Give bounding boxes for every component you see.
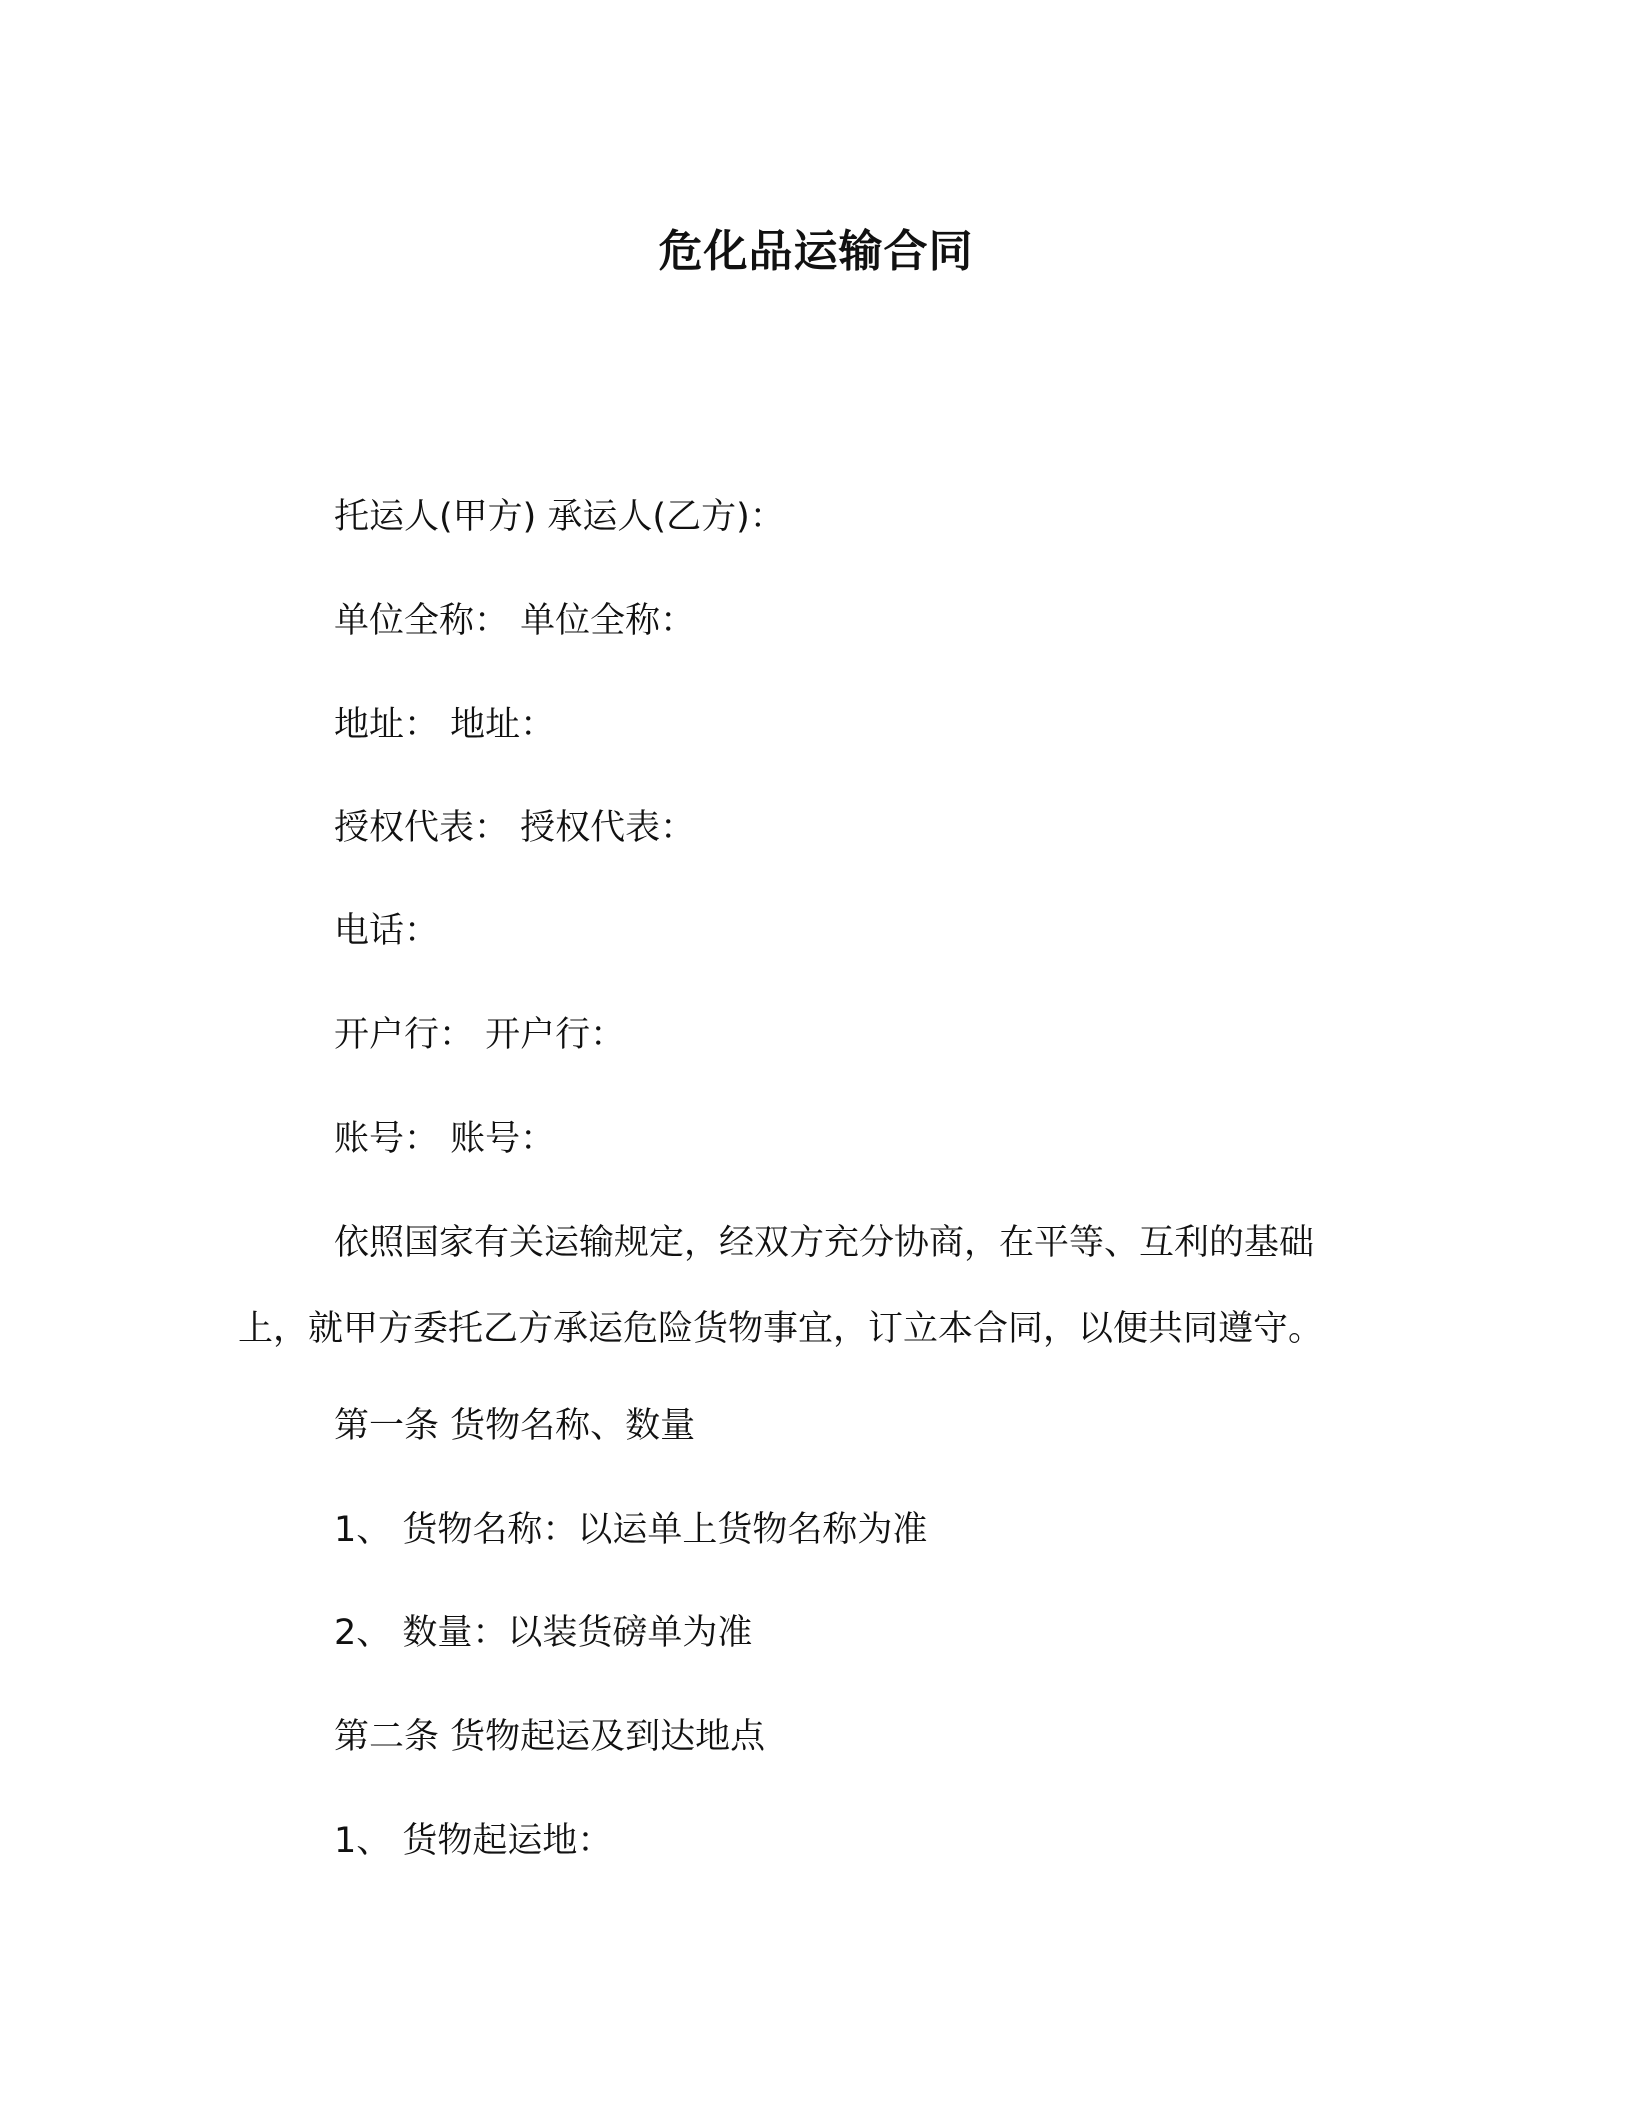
party-header-line: 托运人(甲方) 承运人(乙方)： <box>334 497 785 537</box>
document-title: 危化品运输合同 <box>658 226 974 277</box>
clause-1-item-2: 2、 数量：以装货磅单为准 <box>334 1613 753 1653</box>
bank-line: 开户行： 开户行： <box>334 1015 626 1055</box>
clause-2-heading: 第二条 货物起运及到达地点 <box>334 1717 766 1757</box>
company-name-line: 单位全称： 单位全称： <box>334 601 696 641</box>
account-line: 账号： 账号： <box>334 1119 556 1159</box>
clause-1-item-1: 1、 货物名称：以运单上货物名称为准 <box>334 1510 928 1550</box>
intro-paragraph-line-2: 上，就甲方委托乙方承运危险货物事宜，订立本合同，以便共同遵守。 <box>238 1309 1324 1349</box>
clause-2-item-1: 1、 货物起运地： <box>334 1821 613 1861</box>
address-line: 地址： 地址： <box>334 705 556 745</box>
intro-paragraph-line-1: 依照国家有关运输规定，经双方充分协商，在平等、互利的基础 <box>334 1223 1315 1263</box>
phone-line: 电话： <box>334 911 440 951</box>
authorized-rep-line: 授权代表： 授权代表： <box>334 808 696 848</box>
clause-1-heading: 第一条 货物名称、数量 <box>334 1406 696 1446</box>
